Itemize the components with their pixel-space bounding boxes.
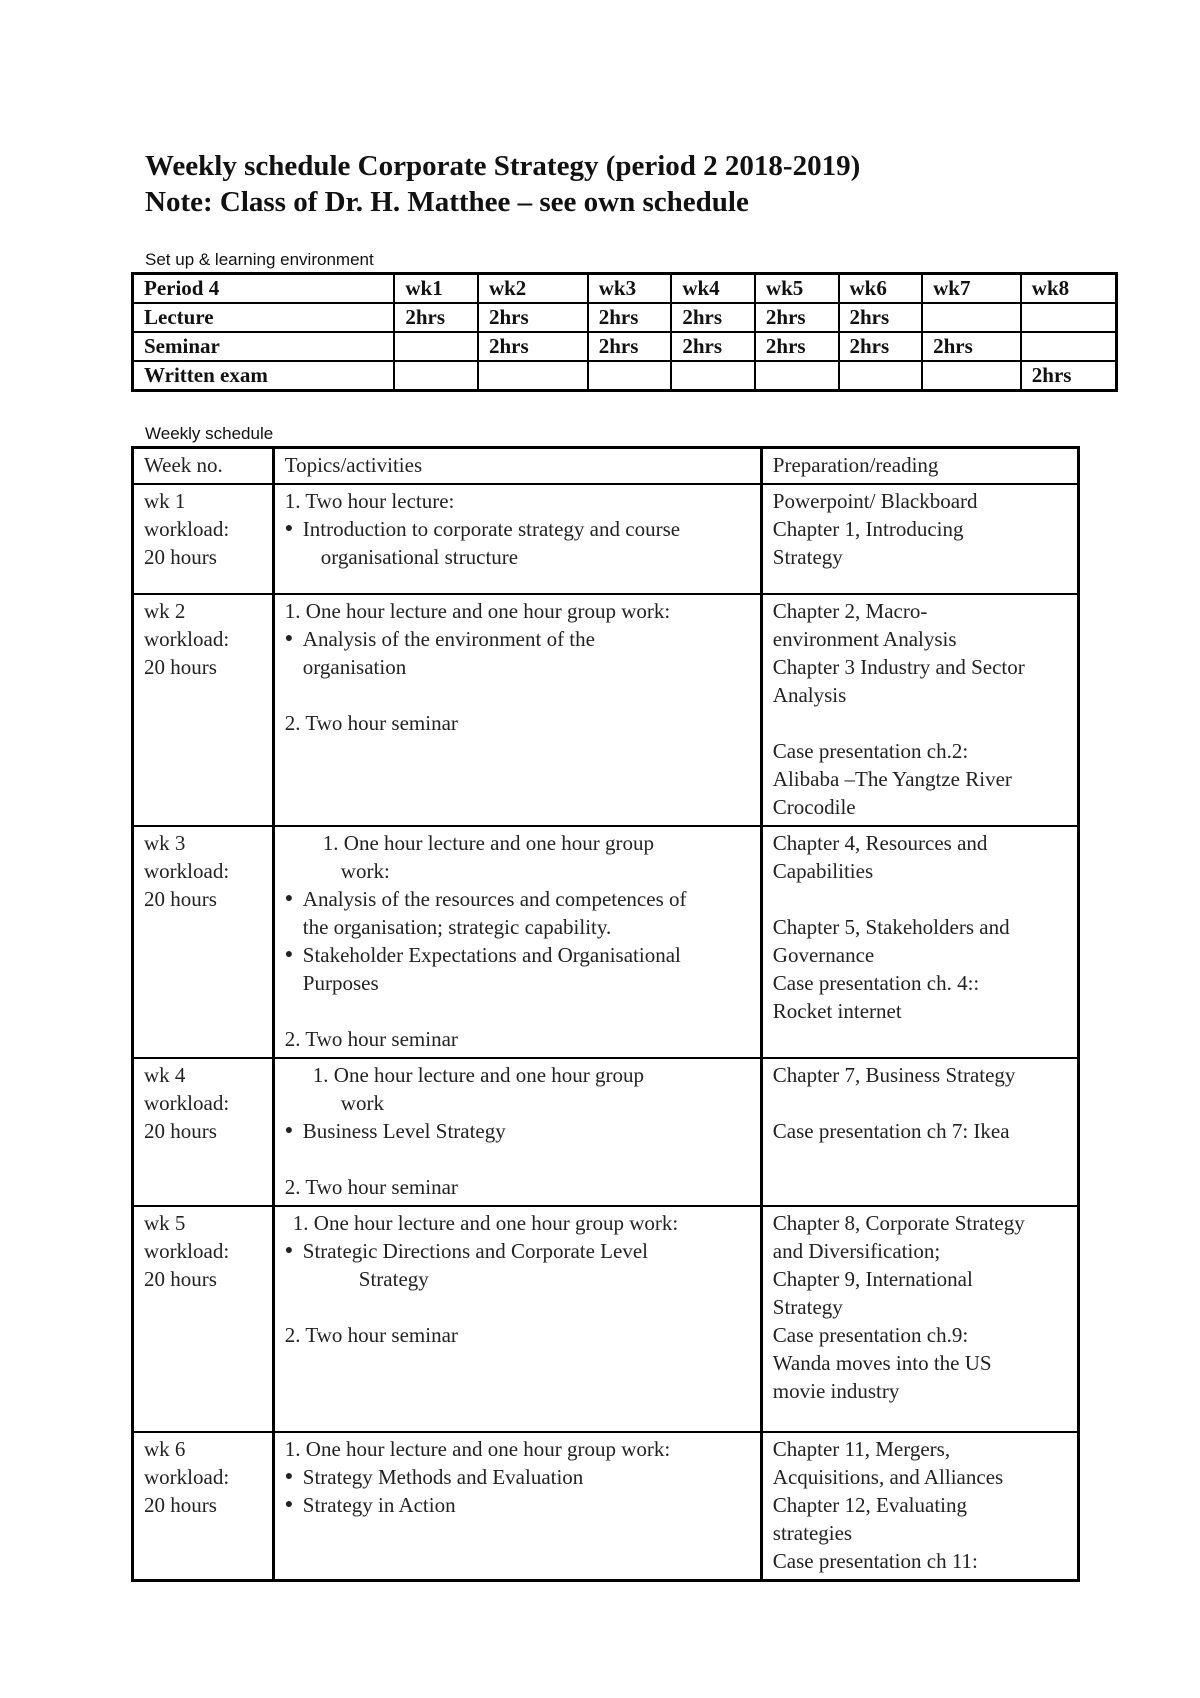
prep-line: Chapter 8, Corporate Strategy	[772, 1211, 1025, 1235]
setup-header-row	[133, 274, 1117, 304]
week-hours: 20 hours	[144, 1119, 217, 1143]
prep-line: Case presentation ch.2:	[772, 739, 969, 763]
prep-line: Alibaba –The Yangtze River	[772, 767, 1012, 791]
spacer	[773, 709, 1067, 737]
topic-bullet-cont: Strategy	[358, 1267, 429, 1291]
weekly-caption: Weekly schedule	[145, 424, 274, 443]
week-row	[133, 594, 1079, 826]
prep-line: Chapter 9, International	[772, 1267, 973, 1291]
prep-cell	[761, 826, 1078, 1058]
prep-line: Crocodile	[772, 795, 856, 819]
week-hours: 20 hours	[144, 655, 217, 679]
topic-bullet: ● Analysis of the environment of the	[285, 625, 750, 653]
setup-cell: Lecture	[133, 303, 395, 332]
prep-line: Chapter 4, Resources and	[772, 831, 988, 855]
prep-line: Analysis	[772, 683, 847, 707]
setup-cell	[1021, 303, 1117, 332]
topic-item-cont: work:	[340, 859, 390, 883]
topic-bullet: ● Analysis of the resources and competences of	[285, 885, 750, 913]
week-workload: workload:	[144, 627, 230, 651]
topic-bullet: ● Introduction to corporate strategy and course	[285, 515, 750, 543]
week-hours: 20 hours	[144, 887, 217, 911]
week-cell	[133, 1058, 274, 1206]
setup-cell	[839, 361, 923, 391]
setup-header-cell: wk1	[394, 274, 478, 304]
topic-item: 2. Two hour seminar	[284, 711, 458, 735]
week-cell	[133, 594, 274, 826]
topic-bullet: ● Strategic Directions and Corporate Level	[285, 1237, 750, 1265]
week-label: wk 5	[144, 1211, 186, 1235]
prep-line: Rocket internet	[772, 999, 902, 1023]
setup-caption: Set up & learning environment	[145, 250, 374, 269]
topic-bullet-cont: organisation	[302, 655, 407, 679]
setup-cell: 2hrs	[588, 303, 672, 332]
week-workload: workload:	[144, 517, 230, 541]
week-hours: 20 hours	[144, 1493, 217, 1517]
week-label: wk 6	[144, 1437, 186, 1461]
title-line-1: Weekly schedule Corporate Strategy (period 2 2018-2019)	[145, 150, 861, 182]
setup-cell: 2hrs	[671, 332, 755, 361]
week-label: wk 4	[144, 1063, 186, 1087]
spacer	[285, 1293, 750, 1321]
topic-bullet-cont: the organisation; strategic capability.	[302, 915, 612, 939]
setup-header-cell: Period 4	[133, 274, 395, 304]
week-cell	[133, 1206, 274, 1432]
weekly-header-cell: Topics/activities	[273, 448, 761, 485]
title-line-2: Note: Class of Dr. H. Matthee – see own schedule	[145, 186, 749, 218]
topic-item: 1. One hour lecture and one hour group work:	[292, 1211, 679, 1235]
week-row	[133, 826, 1079, 1058]
prep-cell	[761, 594, 1078, 826]
setup-cell	[588, 361, 672, 391]
topic-bullet-cont: Purposes	[302, 971, 379, 995]
topic-item: 1. Two hour lecture:	[284, 489, 455, 513]
topics-cell	[273, 1206, 761, 1432]
setup-cell: 2hrs	[478, 303, 588, 332]
prep-line: and Diversification;	[772, 1239, 941, 1263]
prep-line: Strategy	[772, 1295, 843, 1319]
prep-cell	[761, 1432, 1078, 1581]
topic-item: 1. One hour lecture and one hour group	[322, 831, 655, 855]
setup-row-lecture	[133, 303, 1117, 332]
week-label: wk 3	[144, 831, 186, 855]
prep-line: Strategy	[772, 545, 843, 569]
week-workload: workload:	[144, 1465, 230, 1489]
topics-cell	[273, 484, 761, 594]
setup-cell: 2hrs	[922, 332, 1021, 361]
weekly-header-cell: Week no.	[133, 448, 274, 485]
prep-line: strategies	[772, 1521, 853, 1545]
topic-item: 2. Two hour seminar	[284, 1175, 458, 1199]
prep-line: Case presentation ch. 4::	[772, 971, 980, 995]
topic-item: 2. Two hour seminar	[284, 1027, 458, 1051]
setup-cell: 2hrs	[839, 332, 923, 361]
prep-line: environment Analysis	[772, 627, 957, 651]
setup-cell: Written exam	[133, 361, 395, 391]
setup-cell: 2hrs	[1021, 361, 1117, 391]
topics-cell	[273, 1432, 761, 1581]
week-workload: workload:	[144, 1239, 230, 1263]
setup-cell	[922, 361, 1021, 391]
prep-line: Chapter 3 Industry and Sector	[772, 655, 1025, 679]
setup-header-cell: wk6	[839, 274, 923, 304]
prep-cell	[761, 1206, 1078, 1432]
weekly-header-row	[133, 448, 1079, 485]
prep-line: movie industry	[772, 1379, 900, 1403]
topic-bullet: ● Stakeholder Expectations and Organisational	[285, 941, 750, 969]
setup-cell	[1021, 332, 1117, 361]
topic-item: 1. One hour lecture and one hour group work:	[284, 1437, 671, 1461]
prep-cell	[761, 484, 1078, 594]
setup-table	[131, 272, 1118, 392]
week-cell	[133, 484, 274, 594]
topics-cell	[273, 594, 761, 826]
spacer	[285, 997, 750, 1025]
prep-line: Chapter 5, Stakeholders and	[772, 915, 1010, 939]
topic-item: 2. Two hour seminar	[284, 1323, 458, 1347]
topic-bullet: ● Strategy in Action	[285, 1491, 750, 1519]
setup-cell	[671, 361, 755, 391]
prep-line: Chapter 2, Macro-	[772, 599, 928, 623]
prep-line: Governance	[772, 943, 875, 967]
topic-bullet: ● Business Level Strategy	[285, 1117, 750, 1145]
topics-cell	[273, 826, 761, 1058]
prep-line: Chapter 11, Mergers,	[772, 1437, 951, 1461]
prep-line: Chapter 7, Business Strategy	[772, 1063, 1016, 1087]
week-hours: 20 hours	[144, 1267, 217, 1291]
setup-header-cell: wk8	[1021, 274, 1117, 304]
spacer	[773, 885, 1067, 913]
setup-cell: 2hrs	[588, 332, 672, 361]
setup-cell: 2hrs	[755, 332, 839, 361]
week-row	[133, 1432, 1079, 1581]
topic-bullet: ● Strategy Methods and Evaluation	[285, 1463, 750, 1491]
prep-line: Case presentation ch 11:	[772, 1549, 978, 1573]
week-row	[133, 1058, 1079, 1206]
spacer	[285, 1145, 750, 1173]
setup-header-cell: wk3	[588, 274, 672, 304]
weekly-schedule-table	[131, 446, 1080, 1582]
prep-line: Case presentation ch.9:	[772, 1323, 969, 1347]
setup-header-cell: wk5	[755, 274, 839, 304]
setup-cell: 2hrs	[755, 303, 839, 332]
topic-bullet-cont: organisational structure	[320, 545, 519, 569]
spacer	[285, 681, 750, 709]
setup-row-written-exam	[133, 361, 1117, 391]
setup-cell	[755, 361, 839, 391]
setup-header-cell: wk2	[478, 274, 588, 304]
setup-header-cell: wk7	[922, 274, 1021, 304]
setup-header-cell: wk4	[671, 274, 755, 304]
week-hours: 20 hours	[144, 545, 217, 569]
topic-item: 1. One hour lecture and one hour group work:	[284, 599, 671, 623]
prep-line: Acquisitions, and Alliances	[772, 1465, 1004, 1489]
topic-item: 1. One hour lecture and one hour group	[312, 1063, 645, 1087]
topic-item-cont: work	[340, 1091, 384, 1115]
setup-cell: 2hrs	[394, 303, 478, 332]
setup-cell	[394, 361, 478, 391]
setup-row-seminar	[133, 332, 1117, 361]
week-label: wk 1	[144, 489, 186, 513]
prep-line: Chapter 12, Evaluating	[772, 1493, 967, 1517]
prep-line: Chapter 1, Introducing	[772, 517, 964, 541]
week-row	[133, 484, 1079, 594]
document-title	[145, 148, 860, 220]
spacer	[773, 1089, 1067, 1117]
week-workload: workload:	[144, 859, 230, 883]
week-cell	[133, 1432, 274, 1581]
prep-line: Wanda moves into the US	[772, 1351, 992, 1375]
weekly-header-cell: Preparation/reading	[761, 448, 1078, 485]
week-row	[133, 1206, 1079, 1432]
prep-cell	[761, 1058, 1078, 1206]
topics-cell	[273, 1058, 761, 1206]
setup-cell	[922, 303, 1021, 332]
setup-cell: 2hrs	[478, 332, 588, 361]
setup-cell	[478, 361, 588, 391]
prep-line: Case presentation ch 7: Ikea	[772, 1119, 1010, 1143]
setup-cell: 2hrs	[671, 303, 755, 332]
week-cell	[133, 826, 274, 1058]
prep-line: Capabilities	[772, 859, 874, 883]
week-label: wk 2	[144, 599, 186, 623]
prep-line: Powerpoint/ Blackboard	[772, 489, 978, 513]
week-workload: workload:	[144, 1091, 230, 1115]
setup-cell: Seminar	[133, 332, 395, 361]
setup-cell: 2hrs	[839, 303, 923, 332]
setup-cell	[394, 332, 478, 361]
